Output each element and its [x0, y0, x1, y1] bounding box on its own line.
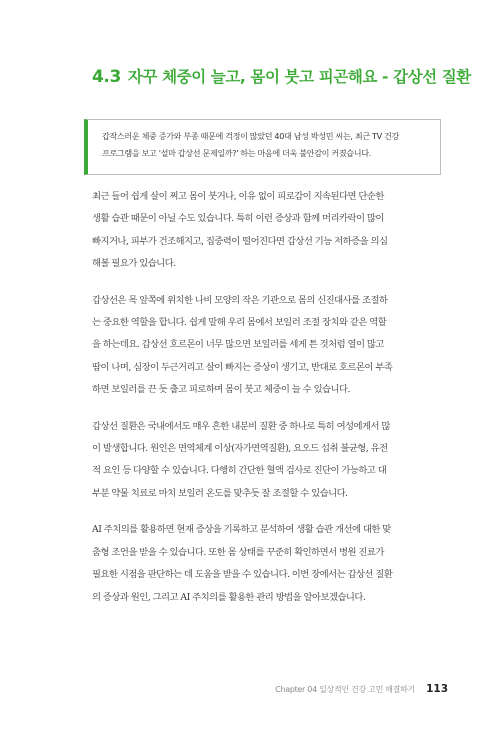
chapter-title: Chapter 04 일상적인 건강 고민 해결하기: [275, 685, 415, 694]
paragraph-1: [92, 186, 410, 276]
paragraph-line: 이 발생합니다. 원인은 면역체계 이상(자가면역질환), 요오드 섭취 불균형, 유전: [92, 443, 388, 455]
summary-line: 프로그램을 보고 '설마 갑상선 문제일까?' 하는 마음에 더욱 불안감이 커졌습니다.: [102, 148, 371, 158]
section-title: 자꾸 체중이 늘고, 몸이 붓고 피곤해요 - 갑상선 질환: [127, 68, 471, 86]
paragraph-line: 는 중요한 역할을 합니다. 쉽게 말해 우리 몸에서 보일러 조절 장치와 같은 역할: [92, 317, 387, 329]
paragraph-3: [92, 416, 410, 506]
paragraph-line: AI 주치의를 활용하면 현재 증상을 기록하고 분석하여 생활 습관 개선에 대한 맞: [92, 524, 391, 536]
page-number: 113: [426, 683, 448, 695]
paragraph-line: 갑상선은 목 앞쪽에 위치한 나비 모양의 작은 기관으로 몸의 신진대사를 조절하: [92, 294, 388, 306]
paragraph-line: 갑상선 질환은 국내에서도 매우 흔한 내분비 질환 중 하나로 특히 여성에게서 많: [92, 420, 390, 432]
section-number: 4.3: [92, 67, 121, 87]
section-heading: [92, 66, 472, 88]
paragraph-line: 적 요인 등 다양할 수 있습니다. 다행히 간단한 혈액 검사로 진단이 가능하고 대: [92, 465, 387, 477]
body-text: [92, 186, 410, 623]
paragraph-line: 필요한 시점을 판단하는 데 도움을 받을 수 있습니다. 이번 장에서는 갑상선 질환: [92, 569, 393, 581]
page-footer: [275, 677, 448, 696]
summary-box: [84, 119, 441, 175]
paragraph-4: [92, 519, 410, 609]
summary-line: 갑작스러운 체중 증가와 부종 때문에 걱정이 많았던 40대 남성 박성민 씨는, 최근 TV 건강: [102, 131, 399, 141]
paragraph-line: 부분 약물 치료로 마치 보일러 온도를 맞추듯 잘 조절할 수 있습니다.: [92, 487, 348, 499]
paragraph-line: 빠지거나, 피부가 건조해지고, 집중력이 떨어진다면 갑상선 기능 저하증을 의심: [92, 235, 388, 247]
paragraph-line: 최근 들어 쉽게 살이 찌고 몸이 붓거나, 이유 없이 피로감이 지속된다면 단순한: [92, 191, 384, 202]
paragraph-line: 의 증상과 원인, 그리고 AI 주치의를 활용한 관리 방법을 알아보겠습니다.: [92, 591, 366, 603]
paragraph-line: 땀이 나며, 심장이 두근거리고 살이 빠지는 증상이 생기고, 반대로 호르몬이 부족: [92, 361, 393, 373]
paragraph-2: [92, 290, 410, 402]
paragraph-line: 하면 보일러를 끈 듯 춥고 피로하며 몸이 붓고 체중이 늘 수 있습니다.: [92, 384, 350, 396]
paragraph-line: 해볼 필요가 있습니다.: [92, 258, 176, 270]
paragraph-line: 을 하는데요. 갑상선 호르몬이 너무 많으면 보일러를 세게 튼 것처럼 열이 많고: [92, 339, 384, 351]
paragraph-line: 춤형 조언을 받을 수 있습니다. 또한 몸 상태를 꾸준히 확인하면서 병원 진료가: [92, 546, 384, 558]
paragraph-line: 생활 습관 때문이 아닐 수도 있습니다. 특히 이런 증상과 함께 머리카락이 많이: [92, 213, 384, 225]
